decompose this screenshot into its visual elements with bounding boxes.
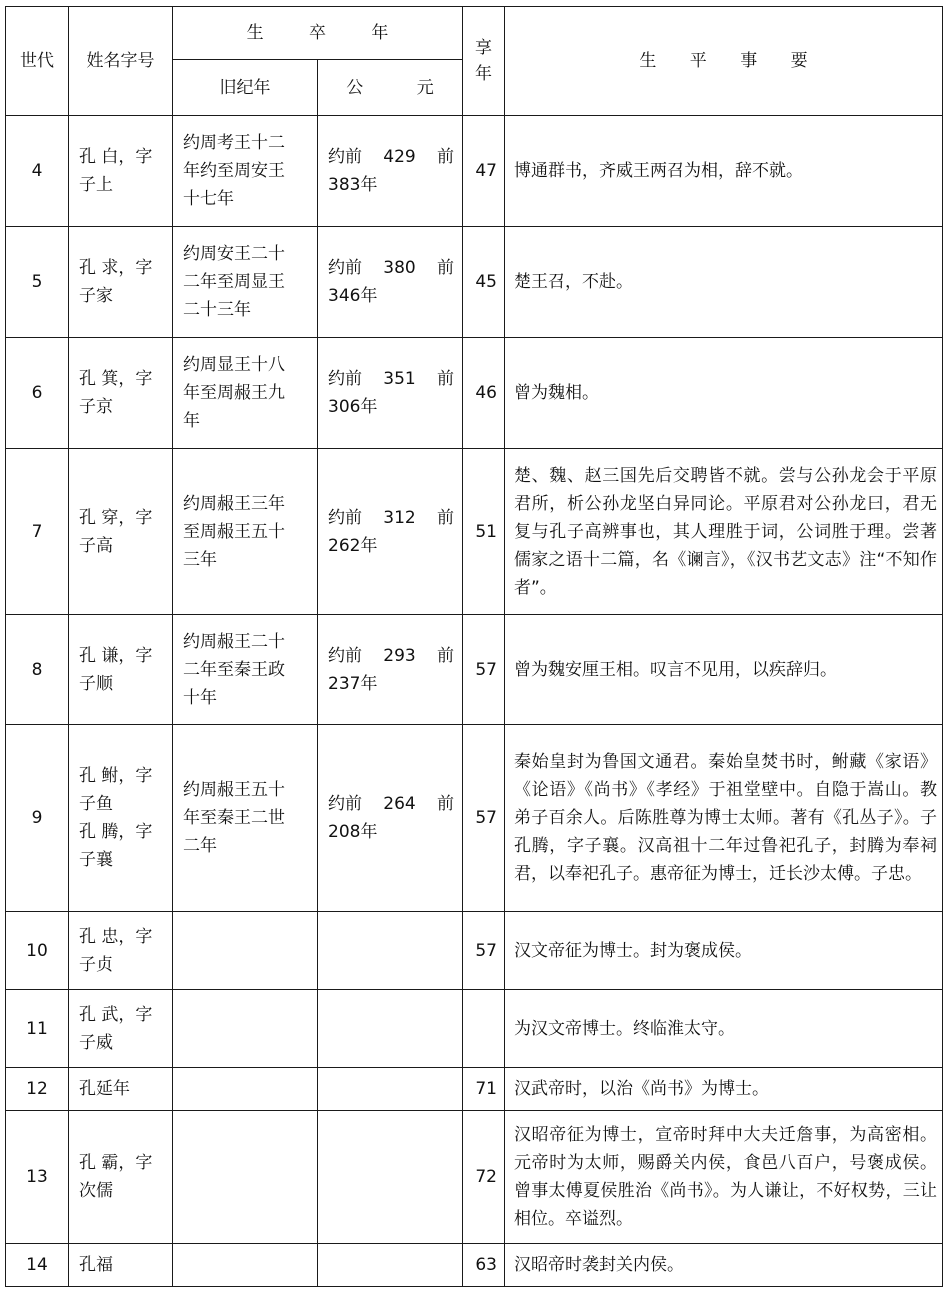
ce-part: 前: [436, 507, 454, 528]
name-cell: [69, 449, 173, 615]
table-body: [6, 116, 943, 1287]
name-line: 子京: [79, 397, 113, 417]
ce-end-year: 237年: [328, 673, 378, 694]
old-calendar-line: 约周赧王五十: [183, 780, 285, 800]
generation-cell: 9: [6, 725, 69, 912]
old-calendar-cell: [173, 1068, 318, 1111]
age-cell: 57: [463, 725, 505, 912]
old-calendar-line: 约周安王二十: [183, 244, 285, 264]
age-cell: 51: [463, 449, 505, 615]
events-cell: 汉昭帝征为博士，宣帝时拜中大夫迁詹事，为高密相。元帝时为太师，赐爵关内侯，食邑八百户，号褒成侯。曾事太傅夏侯胜治《尚书》。为人谦让，不好权势，三让相位。卒谥烈。: [505, 1111, 943, 1244]
table-row: [6, 116, 943, 227]
events-cell: 楚、魏、赵三国先后交聘皆不就。尝与公孙龙会于平原君所，析公孙龙坚白异同论。平原君对公孙龙曰，君无复与孔子高辨事也，其人理胜于词，公词胜于理。尝著儒家之语十二篇，名《谰言》，《汉书艺文志》注“不知作者”。: [505, 449, 943, 615]
old-calendar-cell: [173, 912, 318, 990]
ce-line: [328, 790, 454, 818]
age-cell: 45: [463, 227, 505, 338]
table-row: [6, 227, 943, 338]
old-calendar-line: 年至周赧王九: [183, 383, 285, 403]
ce-part: 前: [436, 645, 454, 666]
name-cell: [69, 1244, 173, 1287]
name-cell: [69, 615, 173, 725]
name-cell: [69, 1068, 173, 1111]
ce-part: 293: [383, 645, 416, 666]
name-cell: [69, 725, 173, 912]
name-line: 子贞: [79, 954, 113, 975]
ce-part: 约前: [328, 258, 362, 278]
header-name: 姓名字号: [69, 7, 173, 116]
old-calendar-line: 约周考王十二: [183, 133, 285, 153]
table-row: [6, 615, 943, 725]
generation-cell: 8: [6, 615, 69, 725]
header-age-line2: 年: [475, 64, 492, 84]
name-line: 孔延年: [79, 1079, 130, 1099]
name-line: 孔 忠，字: [79, 926, 153, 947]
ce-end-year: 262年: [328, 535, 378, 556]
generation-cell: 13: [6, 1111, 69, 1244]
age-cell: 46: [463, 338, 505, 449]
header-age: [463, 7, 505, 116]
table-row: [6, 1111, 943, 1244]
events-cell: 楚王召，不赴。: [505, 227, 943, 338]
ce-line: [328, 642, 454, 670]
name-cell: [69, 116, 173, 227]
generation-cell: 6: [6, 338, 69, 449]
ce-part: 312: [383, 507, 416, 528]
events-cell: 秦始皇封为鲁国文通君。秦始皇焚书时，鲋藏《家语》《论语》《尚书》《孝经》于祖堂壁中。自隐于嵩山。教弟子百余人。后陈胜尊为博士太师。著有《孔丛子》。子孔腾，字子襄。汉高祖十二年过鲁祀孔子，封腾为奉祠君，以奉祀孔子。惠帝征为博士，迁长沙太傅。子忠。: [505, 725, 943, 912]
ce-part: 前: [436, 794, 454, 814]
name-cell: [69, 1111, 173, 1244]
old-calendar-line: 约周赧王三年: [183, 493, 285, 514]
ce-part: 380: [383, 258, 416, 278]
name-line: 孔福: [79, 1255, 113, 1275]
ce-part: 前: [436, 147, 454, 167]
genealogy-table: [5, 6, 943, 1287]
ce-line: [328, 365, 454, 393]
old-calendar-line: 二年: [183, 836, 217, 856]
old-calendar-cell: [173, 990, 318, 1068]
table-row: [6, 725, 943, 912]
old-calendar-cell: [173, 449, 318, 615]
header-age-line1: 享: [475, 38, 492, 58]
generation-cell: 14: [6, 1244, 69, 1287]
header-common-era: 公 元: [318, 60, 463, 116]
table-row: [6, 449, 943, 615]
common-era-cell: [318, 1111, 463, 1244]
old-calendar-line: 三年: [183, 549, 217, 570]
events-cell: 曾为魏安厘王相。叹言不见用，以疾辞归。: [505, 615, 943, 725]
ce-end-year: 208年: [328, 822, 378, 842]
ce-part: 前: [436, 369, 454, 389]
header-generation: 世代: [6, 7, 69, 116]
events-cell: 汉文帝征为博士。封为褒成侯。: [505, 912, 943, 990]
name-line: 子上: [79, 175, 113, 195]
table-row: [6, 990, 943, 1068]
name-line: 子襄: [79, 850, 113, 870]
events-cell: 曾为魏相。: [505, 338, 943, 449]
common-era-cell: [318, 615, 463, 725]
ce-part: 前: [436, 258, 454, 278]
old-calendar-line: 二年至秦王政: [183, 659, 285, 680]
common-era-cell: [318, 990, 463, 1068]
name-line: 孔 谦，字: [79, 645, 153, 666]
ce-end-year: 383年: [328, 175, 378, 195]
name-line: 孔 穿，字: [79, 507, 153, 528]
common-era-cell: [318, 116, 463, 227]
old-calendar-line: 二年至周显王: [183, 272, 285, 292]
ce-line: [328, 143, 454, 171]
table-row: [6, 912, 943, 990]
name-cell: [69, 227, 173, 338]
name-cell: [69, 912, 173, 990]
name-line: 子顺: [79, 673, 113, 694]
table-row: [6, 1244, 943, 1287]
name-cell: [69, 990, 173, 1068]
old-calendar-cell: [173, 227, 318, 338]
old-calendar-cell: [173, 338, 318, 449]
table-row: [6, 338, 943, 449]
common-era-cell: [318, 1068, 463, 1111]
old-calendar-line: 约周赧王二十: [183, 631, 285, 652]
name-line: 孔 箕，字: [79, 369, 153, 389]
old-calendar-cell: [173, 1111, 318, 1244]
header-old-calendar: 旧纪年: [173, 60, 318, 116]
age-cell: 57: [463, 912, 505, 990]
age-cell: 47: [463, 116, 505, 227]
ce-part: 429: [383, 147, 416, 167]
age-cell: 63: [463, 1244, 505, 1287]
ce-part: 约前: [328, 369, 362, 389]
old-calendar-cell: [173, 615, 318, 725]
common-era-cell: [318, 912, 463, 990]
generation-cell: 10: [6, 912, 69, 990]
events-cell: 博通群书，齐威王两召为相，辞不就。: [505, 116, 943, 227]
header-lifespan: 生 卒 年: [173, 7, 463, 60]
common-era-cell: [318, 725, 463, 912]
ce-part: 351: [383, 369, 416, 389]
name-line: 次儒: [79, 1181, 113, 1201]
header-events: 生 平 事 要: [505, 7, 943, 116]
name-line: 孔 白，字: [79, 147, 153, 167]
ce-line: [328, 254, 454, 282]
table-row: [6, 1068, 943, 1111]
common-era-cell: [318, 338, 463, 449]
ce-part: 264: [383, 794, 416, 814]
common-era-cell: [318, 449, 463, 615]
name-line: 孔 霸，字: [79, 1153, 153, 1173]
old-calendar-cell: [173, 725, 318, 912]
name-line: 子威: [79, 1032, 113, 1053]
ce-end-year: 306年: [328, 397, 378, 417]
common-era-cell: [318, 1244, 463, 1287]
events-cell: 汉昭帝时袭封关内侯。: [505, 1244, 943, 1287]
name-line: 孔 武，字: [79, 1004, 153, 1025]
name-line: 子鱼: [79, 794, 113, 814]
old-calendar-line: 年至秦王二世: [183, 808, 285, 828]
name-line: 孔 鲋，字: [79, 766, 153, 786]
events-cell: 汉武帝时，以治《尚书》为博士。: [505, 1068, 943, 1111]
ce-end-year: 346年: [328, 286, 378, 306]
old-calendar-line: 年: [183, 411, 200, 431]
old-calendar-line: 年约至周安王: [183, 161, 285, 181]
ce-line: [328, 504, 454, 532]
age-cell: 72: [463, 1111, 505, 1244]
age-cell: [463, 990, 505, 1068]
generation-cell: 12: [6, 1068, 69, 1111]
name-line: 子高: [79, 535, 113, 556]
name-line: 孔 求，字: [79, 258, 153, 278]
generation-cell: 7: [6, 449, 69, 615]
ce-part: 约前: [328, 507, 362, 528]
ce-part: 约前: [328, 645, 362, 666]
old-calendar-line: 十七年: [183, 189, 234, 209]
old-calendar-line: 至周赧王五十: [183, 521, 285, 542]
old-calendar-line: 约周显王十八: [183, 355, 285, 375]
name-line: 子家: [79, 286, 113, 306]
name-line: 孔 腾，字: [79, 822, 153, 842]
old-calendar-cell: [173, 116, 318, 227]
name-cell: [69, 338, 173, 449]
age-cell: 57: [463, 615, 505, 725]
ce-part: 约前: [328, 794, 362, 814]
generation-cell: 11: [6, 990, 69, 1068]
common-era-cell: [318, 227, 463, 338]
generation-cell: 5: [6, 227, 69, 338]
old-calendar-line: 十年: [183, 687, 217, 708]
ce-part: 约前: [328, 147, 362, 167]
old-calendar-cell: [173, 1244, 318, 1287]
generation-cell: 4: [6, 116, 69, 227]
events-cell: 为汉文帝博士。终临淮太守。: [505, 990, 943, 1068]
age-cell: 71: [463, 1068, 505, 1111]
old-calendar-line: 二十三年: [183, 300, 251, 320]
